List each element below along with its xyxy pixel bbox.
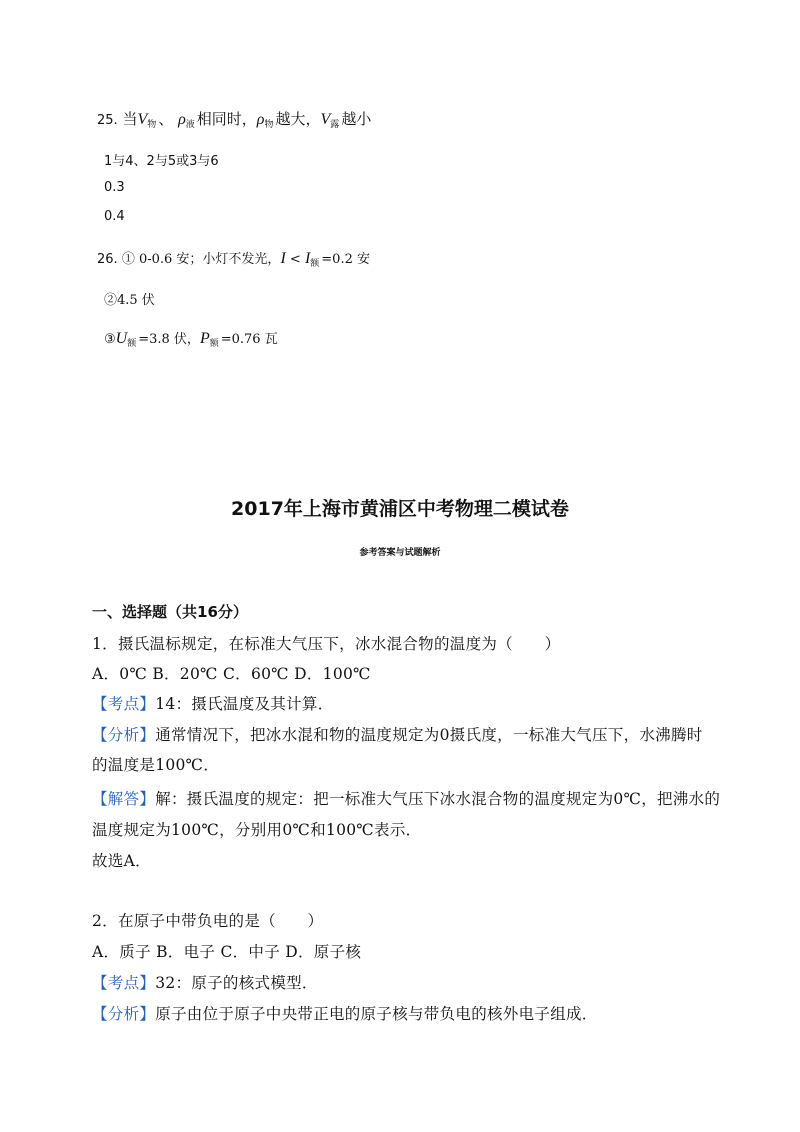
answer-26-part1-text: ① 0-0.6 安；小灯不发光， xyxy=(121,252,281,267)
fenxi-tag: 【分析】 xyxy=(92,726,156,744)
subscript-e-3: 额 xyxy=(209,339,219,349)
answer-26-number: 26. xyxy=(97,252,118,267)
kaodian-tag: 【考点】 xyxy=(92,695,156,713)
symbol-v: V xyxy=(137,111,148,128)
subscript-lu: 露 xyxy=(330,120,340,130)
subscript-ye: 液 xyxy=(185,120,195,130)
symbol-p: P xyxy=(199,330,210,347)
answer-25-text-e: 越小 xyxy=(341,110,372,128)
question-2-kaodian xyxy=(92,971,318,993)
jieda-tag: 【解答】 xyxy=(92,790,156,808)
question-1-jieda-line2: 温度规定为100℃，分别用0℃和100℃表示． xyxy=(92,821,422,839)
subscript-wu: 物 xyxy=(147,120,157,130)
answer-26-part1-value: =0.2 安 xyxy=(321,252,370,267)
subscript-e-2: 额 xyxy=(127,339,137,349)
question-1-answer: 故选A． xyxy=(92,852,151,870)
symbol-rho: ρ xyxy=(178,111,186,128)
answer-25-line4: 0.4 xyxy=(104,209,125,224)
subscript-e: 额 xyxy=(310,259,320,269)
symbol-i-rated: I xyxy=(304,250,311,267)
symbol-i: I xyxy=(280,250,286,267)
question-1-options: A．0℃ B．20℃ C．60℃ D．100℃ xyxy=(92,665,371,683)
answer-26-line2: ②4.5 伏 xyxy=(104,293,155,308)
question-2-options: A．质子 B．电子 C．中子 D．原子核 xyxy=(92,943,362,961)
answer-26-line1 xyxy=(97,248,370,269)
fenxi-text-1: 通常情况下，把冰水混和物的温度规定为0摄氏度，一标准大气压下，水沸腾时 xyxy=(155,726,703,744)
symbol-u: U xyxy=(115,330,128,347)
fenxi-text-2: 原子由位于原子中央带正电的原子核与带负电的核外电子组成． xyxy=(155,1005,598,1023)
kaodian-text-2: 32：原子的核式模型． xyxy=(155,974,318,992)
page-title: 2017年上海市黄浦区中考物理二模试卷 xyxy=(231,498,569,520)
symbol-v-2: V xyxy=(320,111,331,128)
question-1-jieda-line1 xyxy=(92,787,720,809)
answer-25-line1 xyxy=(97,108,371,130)
answer-25-number: 25. xyxy=(97,113,118,128)
symbol-rho-2: ρ xyxy=(256,111,265,128)
answer-25-text-b: 、 xyxy=(158,110,174,128)
subscript-wu-2: 物 xyxy=(264,120,274,130)
question-2-fenxi xyxy=(92,1002,598,1024)
answer-26-part3-power: =0.76 瓦 xyxy=(220,332,278,347)
question-1-fenxi-line2: 的温度是100℃． xyxy=(92,756,220,774)
question-1-fenxi-line1 xyxy=(92,723,703,745)
section-heading: 一、选择题（共16分） xyxy=(92,603,248,621)
jieda-text-1: 解：摄氏温度的规定：把一标准大气压下冰水混合物的温度规定为0℃，把沸水的 xyxy=(155,790,721,808)
answer-25-line2: 1与4、2与5或3与6 xyxy=(104,154,219,169)
kaodian-text: 14：摄氏温度及其计算． xyxy=(155,695,334,713)
answer-26-part3-marker: ③ xyxy=(104,332,116,347)
answer-26-part3-voltage: =3.8 伏， xyxy=(138,332,200,347)
page-subtitle: 参考答案与试题解析 xyxy=(359,548,441,558)
symbol-less-than: < xyxy=(285,252,305,267)
answer-25-text-c: 相同时， xyxy=(196,110,257,128)
answer-26-line3 xyxy=(104,328,278,349)
answer-25-text-d: 越大， xyxy=(275,110,321,128)
answer-25-text-a: 当 xyxy=(122,110,138,128)
question-1-stem: 1．摄氏温标规定，在标准大气压下，冰水混合物的温度为（ ） xyxy=(92,635,561,653)
kaodian-tag-2: 【考点】 xyxy=(92,974,156,992)
question-1-kaodian xyxy=(92,692,334,714)
fenxi-tag-2: 【分析】 xyxy=(92,1005,156,1023)
question-2-stem: 2．在原子中带负电的是（ ） xyxy=(92,912,324,930)
answer-25-line3: 0.3 xyxy=(104,180,125,195)
